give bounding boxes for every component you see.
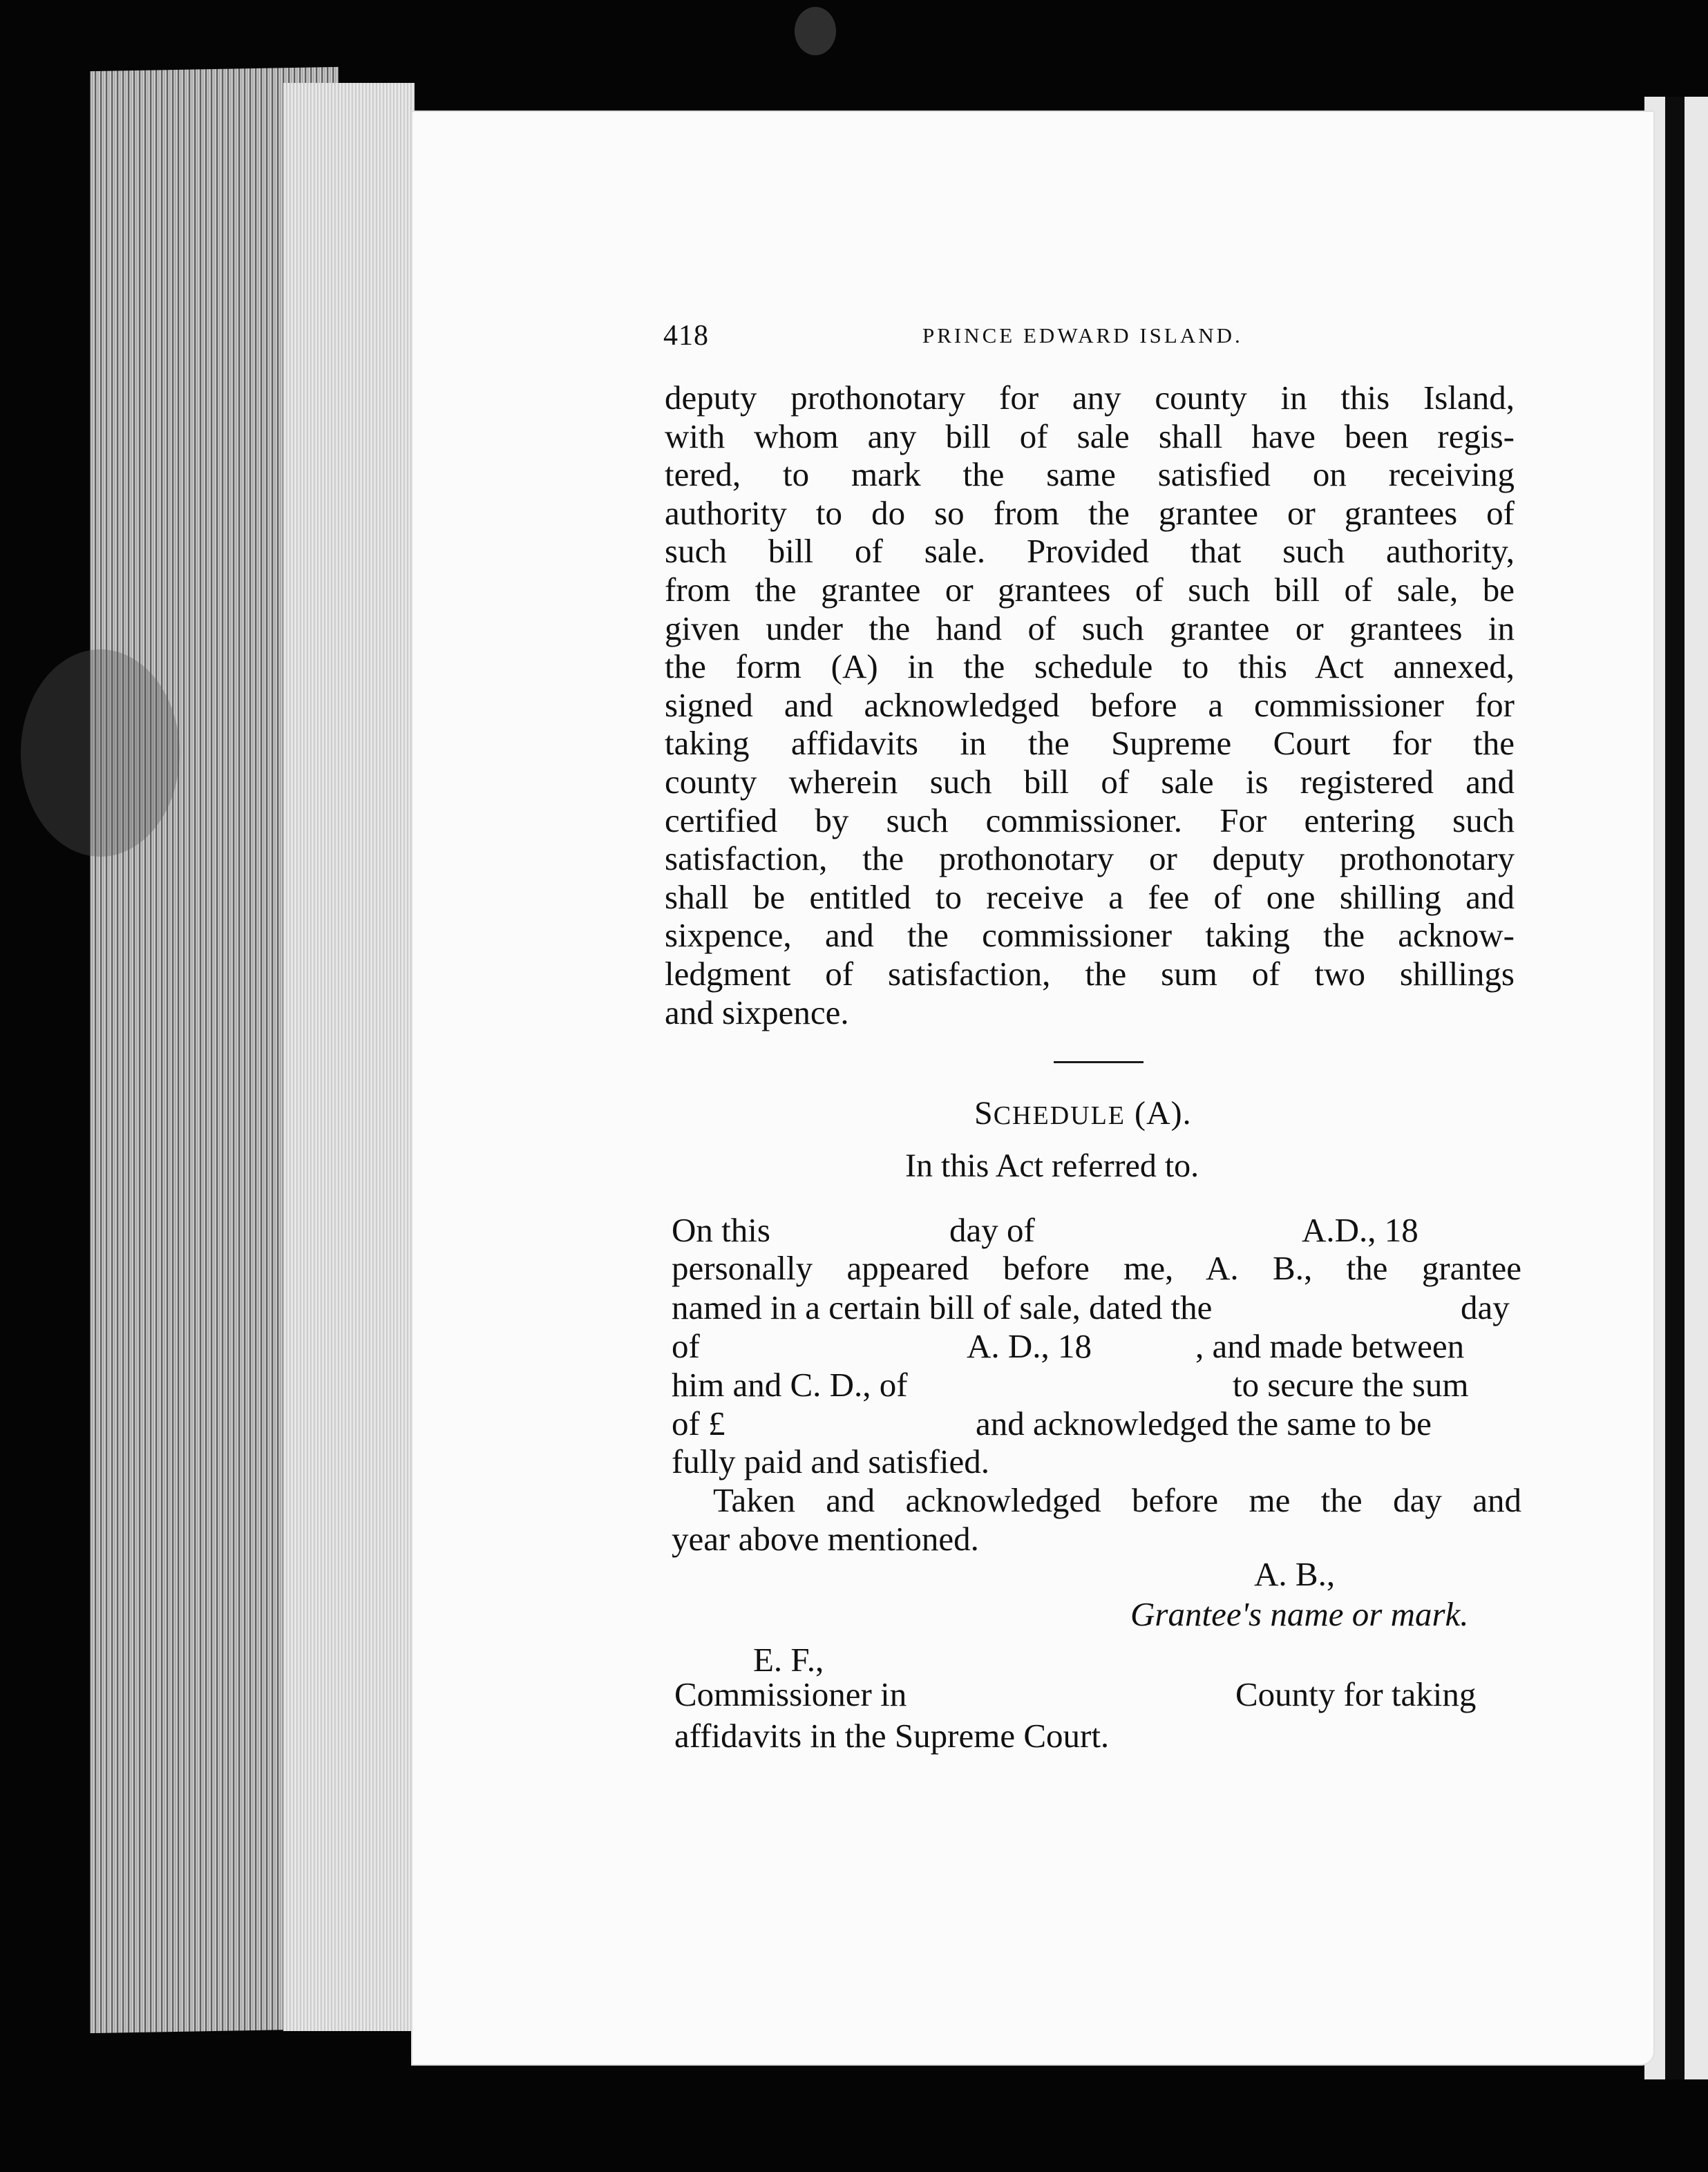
form-text: day of [949, 1211, 1035, 1249]
running-head: PRINCE EDWARD ISLAND. [922, 323, 1243, 347]
form-text: named in a certain bill of sale, dated the [672, 1288, 1213, 1326]
form-line: year above mentioned. [672, 1520, 979, 1558]
grantee-signature: A. B., [1254, 1555, 1336, 1593]
text-line: from the grantee or grantees of such bill of sale, be [665, 570, 1515, 609]
text-line: shall be entitled to receive a fee of one shilling and [665, 877, 1515, 916]
text-line: and sixpence. [665, 993, 849, 1031]
scan-blot [795, 7, 836, 55]
form-row [672, 1288, 1521, 1326]
form-text: A. D., 18 [967, 1327, 1092, 1365]
form-row [672, 1404, 1521, 1442]
schedule-heading-initial: S [974, 1095, 994, 1132]
text-line: satisfaction, the prothonotary or deputy prothonotary [665, 839, 1515, 878]
schedule-heading [974, 1094, 1192, 1132]
form-text: On this [672, 1211, 770, 1249]
form-text: to secure the sum [1233, 1366, 1469, 1404]
text-line: sixpence, and the commissioner taking the acknow- [665, 916, 1515, 955]
text-line: ledgment of satisfaction, the sum of two shillings [665, 954, 1515, 993]
text-line: the form (A) in the schedule to this Act annexed, [665, 647, 1515, 686]
text-line: authority to do so from the grantee or grantees of [665, 493, 1515, 532]
scan-blot [21, 649, 180, 857]
text-line: tered, to mark the same satisfied on receiving [665, 455, 1515, 494]
body-paragraph [665, 379, 1515, 1031]
form-text: him and C. D., of [672, 1366, 908, 1404]
commissioner-line: affidavits in the Supreme Court. [674, 1717, 1110, 1755]
text-line: with whom any bill of sale shall have been regis- [665, 417, 1515, 455]
form-row [672, 1365, 1521, 1404]
commissioner-line [674, 1675, 1524, 1713]
form-text: A.D., 18 [1302, 1211, 1418, 1249]
commissioner-signature: E. F., [753, 1641, 824, 1679]
section-divider [1054, 1061, 1144, 1063]
form-line: Taken and acknowledged before me the day and [713, 1481, 1521, 1519]
page-header [663, 319, 1423, 354]
schedule-heading-smallcaps: CHEDULE [993, 1101, 1126, 1130]
form-row [672, 1326, 1521, 1365]
form-row [672, 1210, 1521, 1249]
commissioner-text: Commissioner in [674, 1675, 907, 1713]
text-line: signed and acknowledged before a commissioner for [665, 685, 1515, 724]
text-line: given under the hand of such grantee or grantees in [665, 609, 1515, 647]
page-number: 418 [663, 320, 709, 352]
form-text: of [672, 1327, 700, 1365]
form-text: and acknowledged the same to be [976, 1404, 1432, 1442]
grantee-caption: Grantee's name or mark. [1130, 1595, 1469, 1633]
schedule-subheading: In this Act referred to. [905, 1147, 1199, 1184]
text-line: deputy prothonotary for any county in this Island, [665, 379, 1515, 417]
schedule-form [672, 1210, 1521, 1559]
form-line: fully paid and satisfied. [672, 1442, 989, 1480]
schedule-heading-suffix: (A). [1126, 1095, 1192, 1132]
form-line: personally appeared before me, A. B., the grantee [672, 1249, 1521, 1287]
text-line: certified by such commissioner. For entering such [665, 801, 1515, 839]
commissioner-text: County for taking [1235, 1675, 1477, 1713]
text-line: such bill of sale. Provided that such authority, [665, 532, 1515, 571]
form-text: , and made between [1195, 1327, 1465, 1365]
book-page-edges-inner [283, 83, 415, 2031]
text-line: taking affidavits in the Supreme Court for the [665, 724, 1515, 763]
form-text: of £ [672, 1404, 725, 1442]
form-text: day [1461, 1288, 1510, 1326]
text-line: county wherein such bill of sale is registered and [665, 762, 1515, 801]
